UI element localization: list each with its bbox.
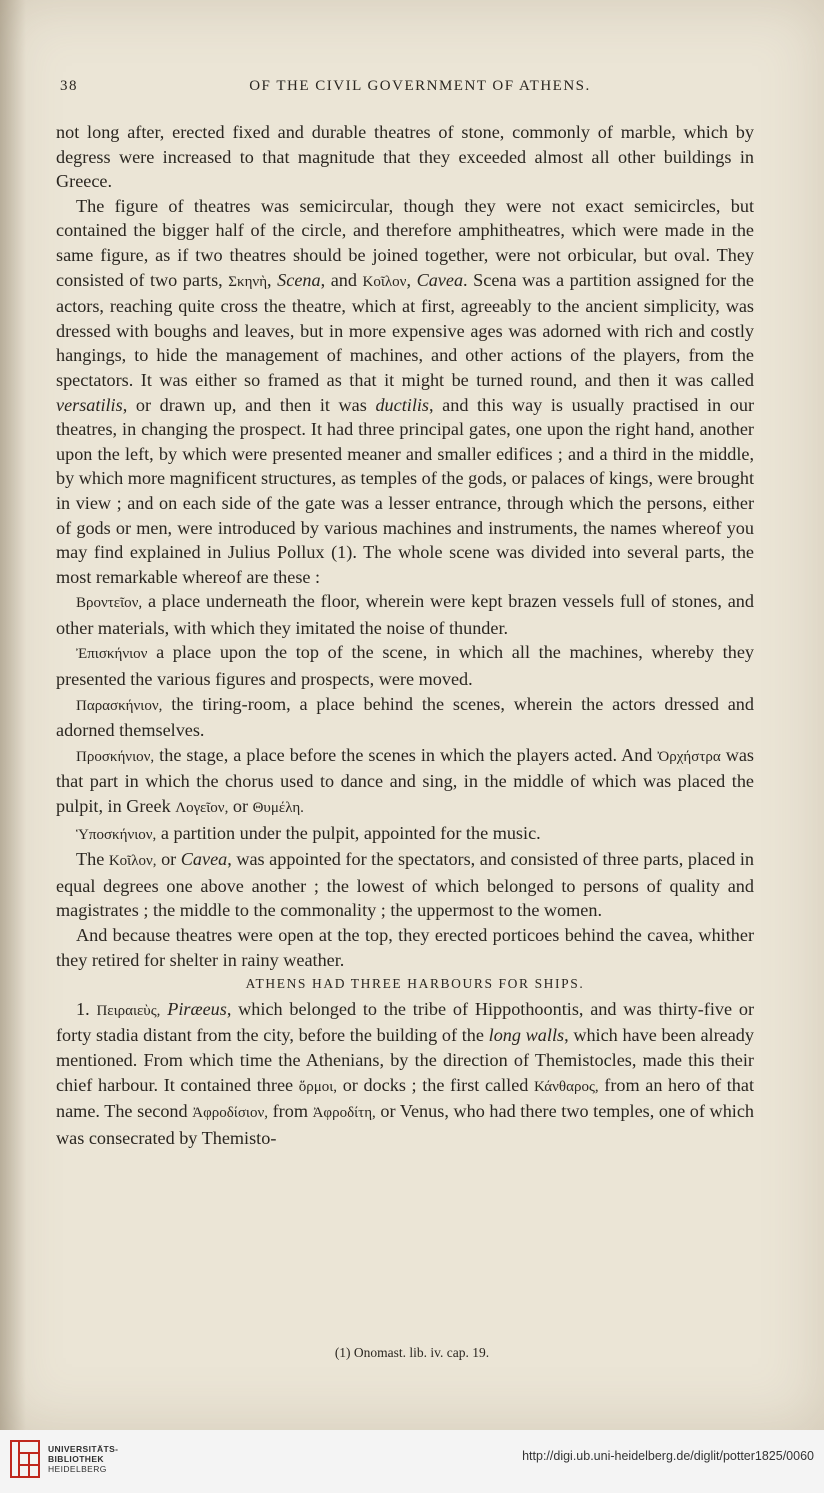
definition-entry: Ὑποσκήνιον, a partition under the pulpit, appointed for the music. <box>76 822 541 843</box>
footnote: (1) Onomast. lib. iv. cap. 19. <box>334 1345 490 1360</box>
page-number: 38 <box>60 78 78 94</box>
definition-entry: Προσκήνιον, the stage, a place before the scenes in which the players acted. And Ὀρχήστρα was that part in which the chorus used to dance and sing, in the middle of which was placed the pulpit, in Greek Λογεῖον, or Θυμέλη. <box>56 744 754 817</box>
paragraph: And because theatres were open at the top, they erected porticoes behind the cavea, whither they retired for shelter in rainy weather. <box>56 925 754 970</box>
university-library-logo-icon <box>10 1440 40 1478</box>
running-head <box>60 78 780 100</box>
gutter-shadow <box>0 0 26 1430</box>
source-url-link[interactable]: http://digi.ub.uni-heidelberg.de/diglit/potter1825/0060 <box>522 1449 814 1463</box>
paragraph: not long after, erected fixed and durable theatres of stone, commonly of marble, which by degress were increased to that magnitude that they exceeded almost all other buildings in Greece. <box>56 122 754 192</box>
paragraph: The Κοῖλον, or Cavea, was appointed for the spectators, and consisted of three parts, placed in equal degrees one above another ; the lowest of which belonged to persons of quality and magistrates ; the middle to the commonality ; the uppermost to the women. <box>56 849 754 921</box>
paragraph: The figure of theatres was semicircular, though they were not exact semicircles, but contained the bigger half of the circle, and therefore amphitheatres, which were made in the same figure, as if two theatres should be joined together, were not orbicular, but oval. They consisted of two parts, Σκηνὴ, Scena, and Κοῖλον, Cavea. Scena was a partition assigned for the actors, reaching quite cross the theatre, which at first, agreeably to the ancient simplicity, was dressed with boughs and leaves, but in more expensive ages was adorned with rich and costly hangings, to hide the management of machines, and other actions of the players, from the spectators. It was either so framed as that it might be turned round, and then it was called versatilis, or drawn up, and then it was ductilis, and this way is usually practised in our theatres, in changing the prospect. It had three principal gates, one upon the right hand, another upon the left, by which were presented meaner and smaller edifices ; and a third in the middle, by which more magnificent structures, as temples of the gods, or palaces of kings, were brought in view ; and on each side of the gate was a lesser entrance, through which the persons, either of gods or men, were introduced by various machines and instruments, the names whereof you may find explained in Julius Pollux (1). The whole scene was divided into several parts, the most remarkable whereof are these : <box>56 195 755 587</box>
viewer-footer <box>0 1430 824 1493</box>
library-name: UNIVERSITÄTS- BIBLIOTHEK HEIDELBERG <box>48 1444 119 1474</box>
paragraph: 1. Πειραιεὺς, Piræeus, which belonged to the tribe of Hippothoontis, and was thirty-five or forty stadia distant from the city, before the building of the long walls, which have been already mentioned. From which time the Athenians, by the direction of Themistocles, made this their chief harbour. It contained three ὅρμοι, or docks ; the first called Κάνθαρος, from an hero of that name. The second Ἀφροδίσιον, from Ἀφροδίτη, or Venus, who had there two temples, one of which was consecrated by Themisto- <box>56 998 755 1148</box>
section-heading: ATHENS HAD THREE HARBOURS FOR SHIPS. <box>245 976 585 992</box>
running-title: OF THE CIVIL GOVERNMENT OF ATHENS. <box>249 78 591 94</box>
definition-entry: Βροντεῖον, a place underneath the floor, wherein were kept brazen vessels full of stones, and other materials, with which they imitated the noise of thunder. <box>56 591 754 638</box>
definition-entry: Ἐπισκήνιον a place upon the top of the scene, in which all the machines, whereby they presented the various figures and prospects, were moved. <box>56 642 754 690</box>
definition-entry: Παρασκήνιον, the tiring-room, a place behind the scenes, wherein the actors dressed and adorned themselves. <box>56 693 754 741</box>
body-text <box>56 120 754 1150</box>
